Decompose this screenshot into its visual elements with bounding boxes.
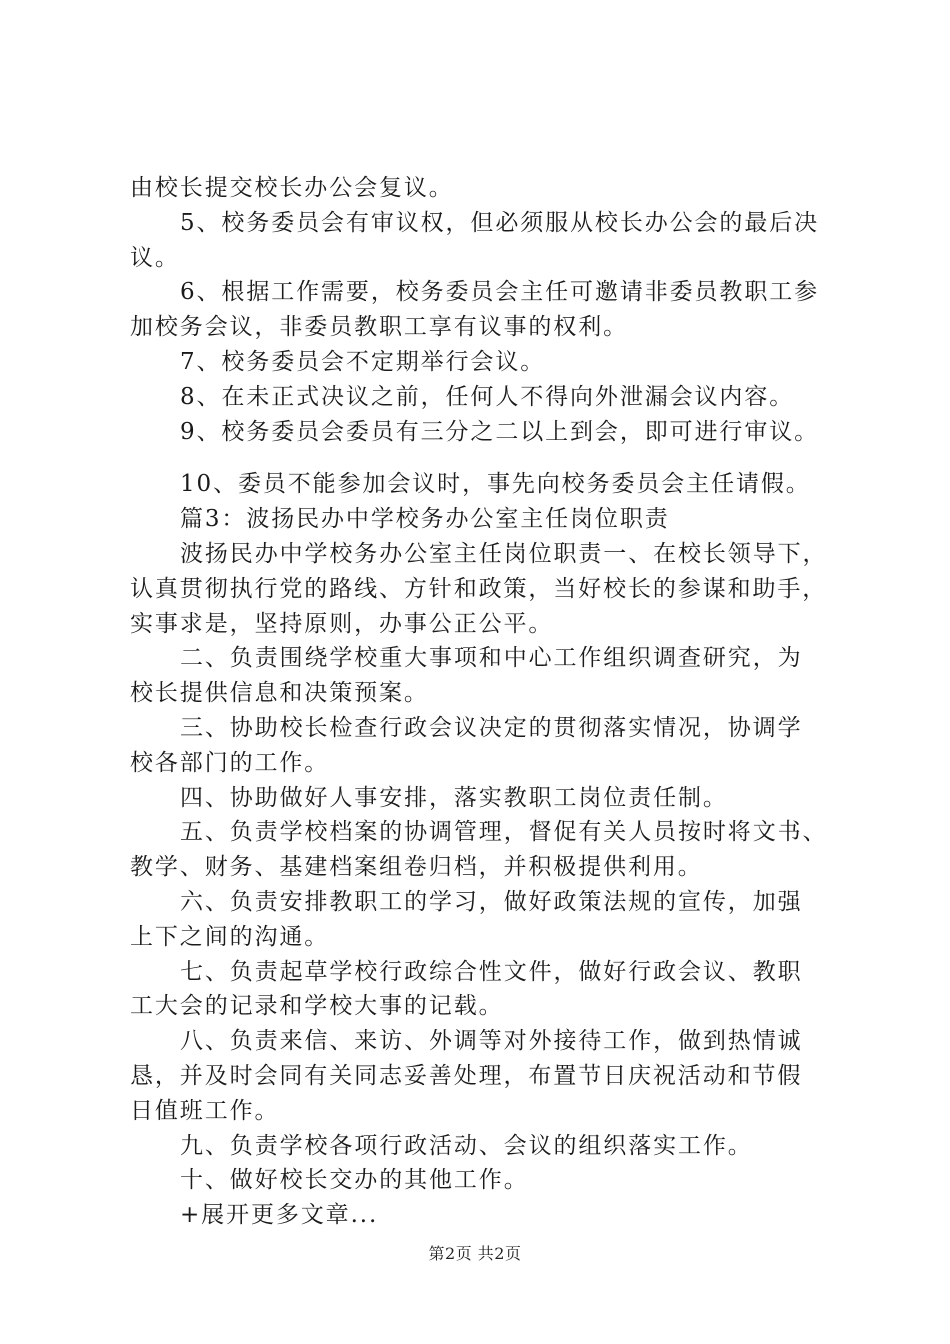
text-line: 10、委员不能参加会议时，事先向校务委员会主任请假。 xyxy=(180,471,811,498)
text-line: 8、在未正式决议之前，任何人不得向外泄漏会议内容。 xyxy=(180,383,795,410)
text-line: 校各部门的工作。 xyxy=(130,749,330,776)
text-line: 五、负责学校档案的协调管理，督促有关人员按时将文书、 xyxy=(180,819,828,846)
text-line: 八、负责来信、来访、外调等对外接待工作，做到热情诚 xyxy=(180,1028,803,1055)
text-line: 7、校务委员会不定期举行会议。 xyxy=(180,348,546,375)
section-heading: 篇3：波扬民办中学校务办公室主任岗位职责 xyxy=(180,506,670,533)
text-line: 校长提供信息和决策预案。 xyxy=(130,680,429,707)
text-line: 5、校务委员会有审议权，但必须服从校长办公会的最后决 xyxy=(180,209,820,236)
text-line: 日值班工作。 xyxy=(130,1097,280,1124)
text-line: 九、负责学校各项行政活动、会议的组织落实工作。 xyxy=(180,1132,753,1159)
text-line: 由校长提交校长办公会复议。 xyxy=(130,175,454,201)
text-line: 6、根据工作需要，校务委员会主任可邀请非委员教职工参 xyxy=(180,279,820,306)
text-line: 十、做好校长交办的其他工作。 xyxy=(180,1167,529,1194)
text-line: 加校务会议，非委员教职工享有议事的权利。 xyxy=(130,314,628,341)
text-line: 恳，并及时会同有关同志妥善处理，布置节日庆祝活动和节假 xyxy=(130,1062,803,1089)
document-body xyxy=(130,171,830,1233)
text-line: 9、校务委员会委员有三分之二以上到会，即可进行审议。 xyxy=(180,418,820,445)
text-line: 议。 xyxy=(130,244,180,271)
text-line: 上下之间的沟通。 xyxy=(130,923,330,950)
expand-more-link[interactable]: +展开更多文章... xyxy=(180,1202,379,1229)
text-line: 六、负责安排教职工的学习，做好政策法规的宣传，加强 xyxy=(180,888,803,915)
text-line: 二、负责围绕学校重大事项和中心工作组织调查研究，为 xyxy=(180,645,803,672)
text-line: 工大会的记录和学校大事的记载。 xyxy=(130,993,504,1020)
text-line: 七、负责起草学校行政综合性文件，做好行政会议、教职 xyxy=(180,958,803,985)
text-line: 教学、财务、基建档案组卷归档，并积极提供利用。 xyxy=(130,854,703,881)
text-line: 实事求是，坚持原则，办事公正公平。 xyxy=(130,610,554,637)
page-footer xyxy=(0,1243,950,1265)
page-number: 第2页 共2页 xyxy=(428,1244,522,1263)
text-line: 四、协助做好人事安排，落实教职工岗位责任制。 xyxy=(180,784,728,811)
text-line: 认真贯彻执行党的路线、方针和政策，当好校长的参谋和助手， xyxy=(130,575,828,602)
text-line: 三、协助校长检查行政会议决定的贯彻落实情况，协调学 xyxy=(180,714,803,741)
text-line: 波扬民办中学校务办公室主任岗位职责一、在校长领导下， xyxy=(180,540,828,567)
